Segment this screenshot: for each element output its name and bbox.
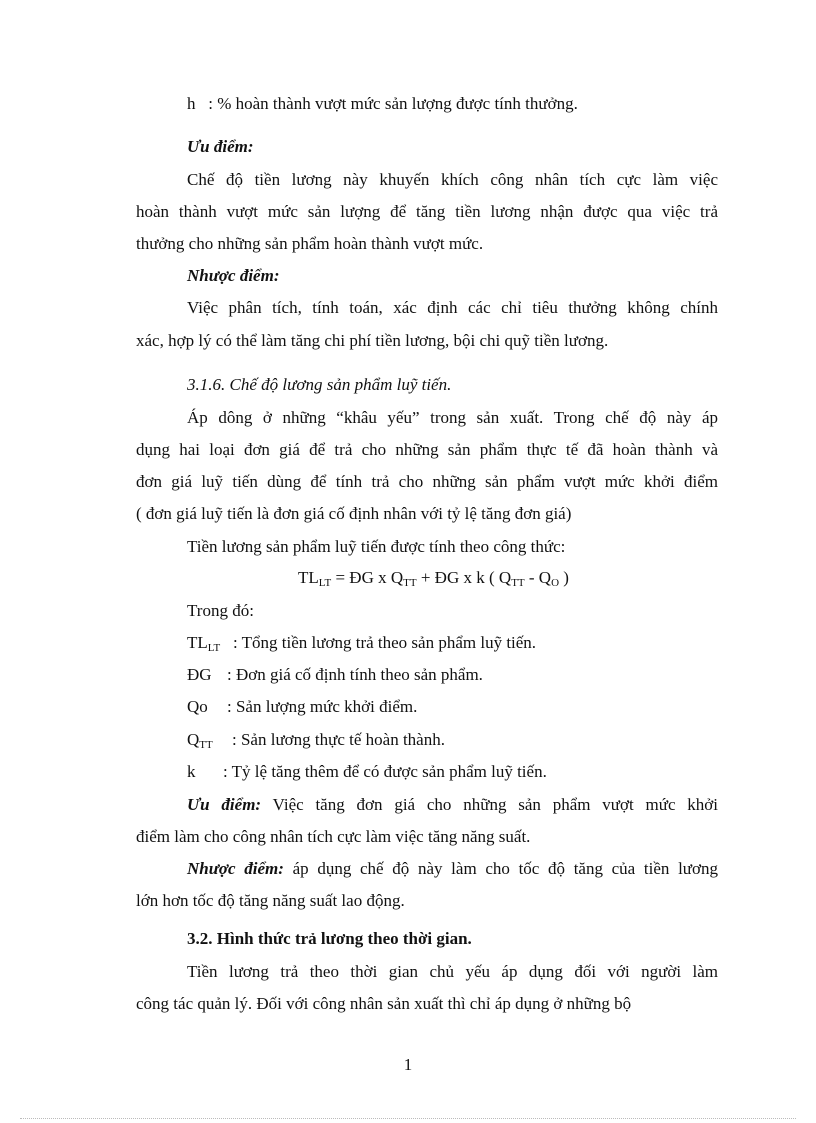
page-bottom-divider: [20, 1118, 796, 1119]
paragraph-line: công tác quản lý. Đối với công nhân sản xuất thì chỉ áp dụng ở những bộ: [136, 994, 632, 1013]
disadvantages-heading-2: Nhược điểm:: [187, 859, 284, 878]
advantages-heading-2: Ưu điểm:: [187, 795, 262, 814]
paragraph-line: Tiền lương sản phẩm luỹ tiến được tính theo công thức:: [187, 537, 566, 556]
section-heading-3-1-6: 3.1.6. Chế độ lương sản phẩm luỹ tiến.: [187, 375, 452, 394]
where-label: Trong đó:: [187, 601, 254, 620]
paragraph-line: dụng hai loại đơn giá để trả cho những sản phẩm thực tế đã hoàn thành và: [136, 440, 718, 459]
advantages-paragraph-2: Ưu điểm: Việc tăng đơn giá cho những sản phẩm vượt mức khởi: [187, 795, 718, 814]
disadvantages-heading-1: Nhược điểm:: [187, 266, 280, 285]
disadvantages-paragraph-2: Nhược điểm: áp dụng chế độ này làm cho tốc độ tăng của tiền lương: [187, 859, 719, 878]
definition-dg: ĐG : Đơn giá cố định tính theo sản phẩm.: [187, 665, 483, 684]
advantages-heading-1: Ưu điểm:: [187, 137, 254, 156]
paragraph-line: Tiền lương trả theo thời gian chủ yếu áp dụng đối với người làm: [187, 962, 718, 981]
paragraph-line: Chế độ tiền lương này khuyến khích công nhân tích cực làm việc: [187, 170, 718, 189]
definition-qtt: $Q_{TT}$ : Sản lương thực tế hoàn thành.: [187, 730, 445, 751]
paragraph-line: hoàn thành vượt mức sản lượng để tăng tiền lương nhận được qua việc trả: [136, 202, 718, 221]
h-definition: h : % hoàn thành vượt mức sản lượng được tính thưởng.: [187, 94, 578, 113]
paragraph-line: ( đơn giá luỹ tiến là đơn giá cố định nhân với tỷ lệ tăng đơn giá): [136, 504, 572, 523]
formula: $TL_{LT}$ = ĐG x $Q_{TT}$ + ĐG x k ( $Q_{TT} - Q_O$ ): [298, 568, 569, 589]
paragraph-line: thưởng cho những sản phẩm hoàn thành vượt mức.: [136, 234, 484, 253]
paragraph-line: điểm làm cho công nhân tích cực làm việc tăng năng suất.: [136, 827, 531, 846]
definition-k: k : Tỷ lệ tăng thêm để có được sản phẩm luỹ tiến.: [187, 762, 547, 781]
paragraph-line: lớn hơn tốc độ tăng năng suất lao động.: [136, 891, 405, 910]
page-number: 1: [403, 1055, 413, 1074]
definition-qo: Qo : Sản lượng mức khởi điểm.: [187, 697, 418, 716]
paragraph-line: Áp dông ở những “khâu yếu” trong sản xuất. Trong chế độ này áp: [187, 408, 718, 427]
definition-tl: $TL_{LT}$ : Tổng tiền lương trả theo sản phẩm luỹ tiến.: [187, 633, 537, 654]
paragraph-line: xác, hợp lý có thể làm tăng chi phí tiền lương, bội chi quỹ tiền lương.: [136, 331, 609, 350]
section-heading-3-2: 3.2. Hình thức trả lương theo thời gian.: [187, 929, 472, 948]
paragraph-line: Việc phân tích, tính toán, xác định các chỉ tiêu thưởng không chính: [187, 298, 718, 317]
paragraph-line: đơn giá luỹ tiến dùng để tính trả cho những sản phẩm vượt mức khởi điểm: [136, 472, 718, 491]
